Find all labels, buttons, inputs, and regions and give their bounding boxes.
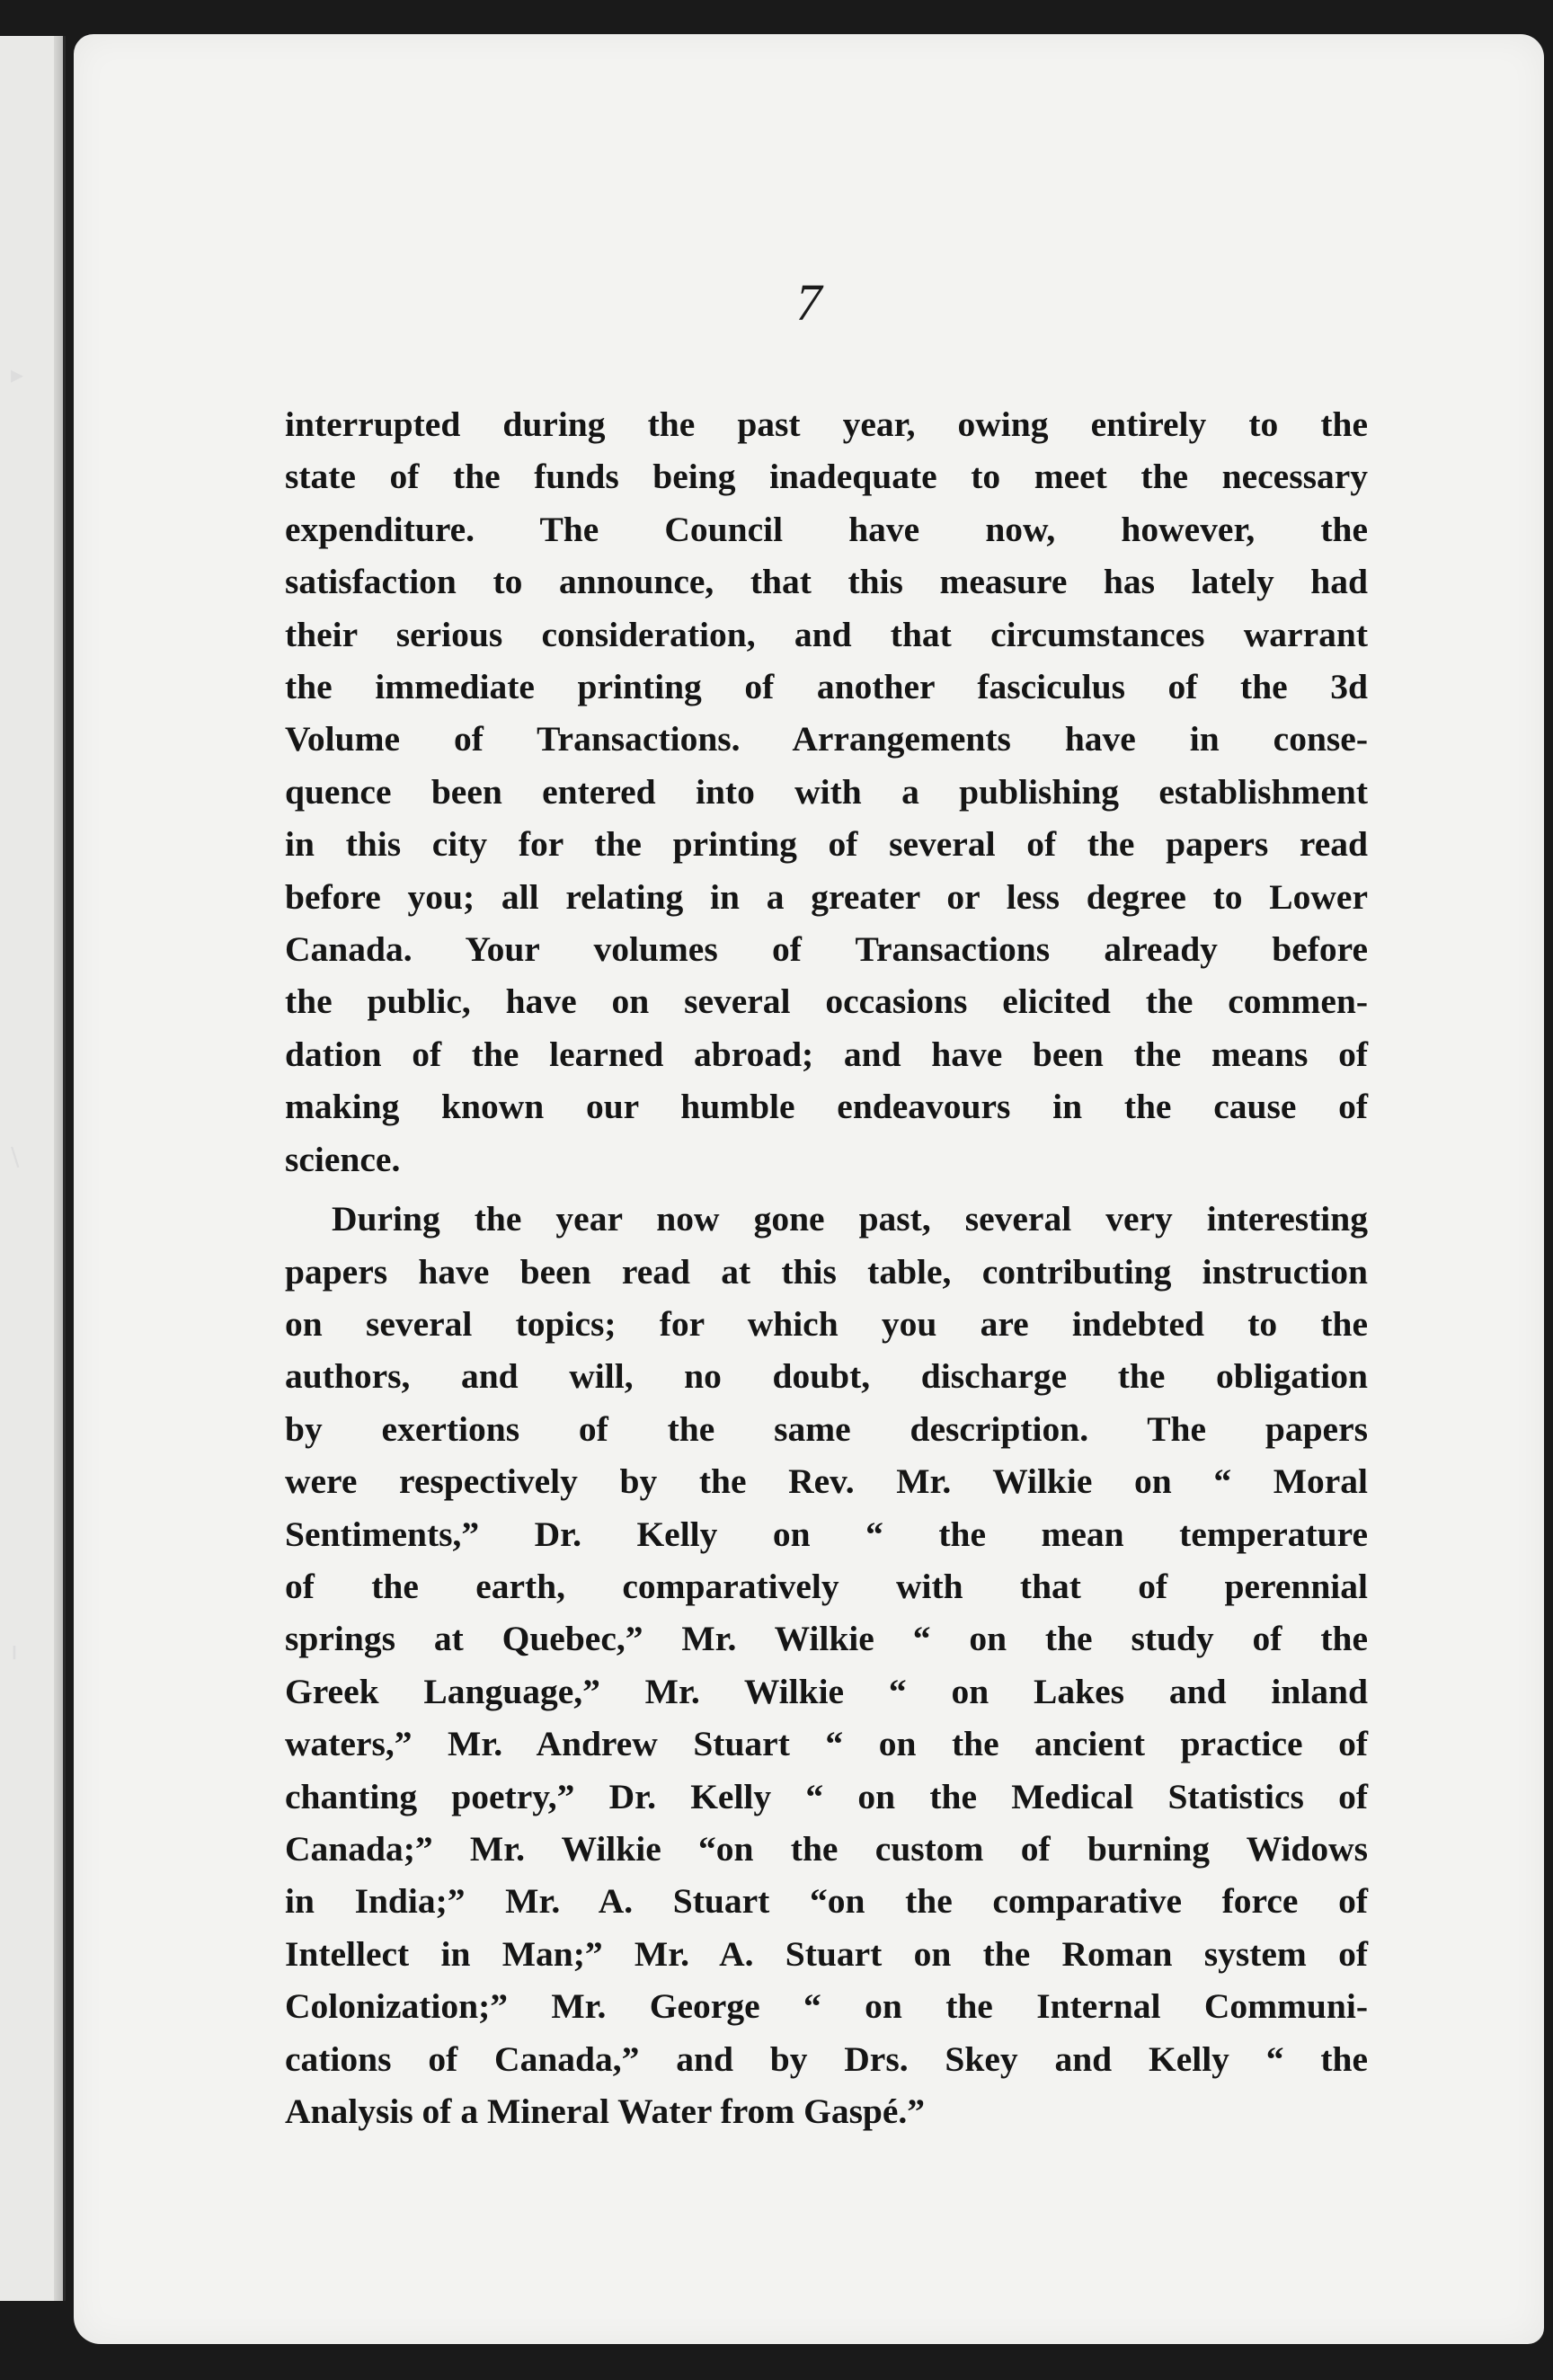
text-line: chanting poetry,” Dr. Kelly “ on the Medical Statistics of [285,1776,1368,1816]
margin-speck: ▸ [11,360,24,389]
text-line: the immediate printing of another fasciculus of the 3d [285,667,1368,707]
text-line: authors, and will, no doubt, discharge the obligation [285,1356,1368,1397]
text-line: making known our humble endeavours in the cause of [285,1087,1368,1127]
text-line: Volume of Transactions. Arrangements have in conse- [285,719,1368,759]
paragraph-2 [285,1193,1368,2137]
margin-speck: \ [11,1141,20,1171]
margin-speck: ı [11,1636,18,1665]
body-text [285,398,1368,2137]
page-number: 7 [795,273,822,332]
text-line: before you; all relating in a greater or less degree to Lower [285,876,1368,917]
text-line: Canada;” Mr. Wilkie “on the custom of burning Widows [285,1828,1368,1869]
text-line: science. [285,1139,401,1179]
text-line: Intellect in Man;” Mr. A. Stuart on the Roman system of [285,1933,1368,1974]
paragraph-1 [285,398,1368,1186]
text-line: During the year now gone past, several very interesting [332,1199,1368,1239]
text-line: on several topics; for which you are indebted to the [285,1303,1368,1344]
text-line: Analysis of a Mineral Water from Gaspé.” [285,2091,926,2131]
text-line: in this city for the printing of several of the papers read [285,824,1368,865]
facing-page-edge [0,36,66,2301]
text-line: satisfaction to announce, that this measure has lately had [285,562,1368,602]
text-line: papers have been read at this table, contributing instruction [285,1251,1368,1292]
text-line: Canada. Your volumes of Transactions already before [285,929,1368,970]
text-line: waters,” Mr. Andrew Stuart “ on the ancient practice of [285,1724,1368,1764]
text-line: cations of Canada,” and by Drs. Skey and Kelly “ the [285,2038,1368,2079]
text-line: dation of the learned abroad; and have been the means of [285,1034,1368,1074]
text-line: in India;” Mr. A. Stuart “on the comparative force of [285,1881,1368,1922]
text-line: springs at Quebec,” Mr. Wilkie “ on the study of the [285,1619,1368,1659]
text-line: were respectively by the Rev. Mr. Wilkie on “ Moral [285,1461,1368,1502]
text-line: interrupted during the past year, owing entirely to the [285,404,1368,444]
text-line: expenditure. The Council have now, however, the [285,509,1368,549]
text-line: the public, have on several occasions elicited the commen- [285,981,1368,1022]
text-line: Greek Language,” Mr. Wilkie “ on Lakes and inland [285,1671,1368,1711]
text-line: by exertions of the same description. The papers [285,1408,1368,1449]
text-line: state of the funds being inadequate to meet the necessary [285,457,1368,497]
text-line: their serious consideration, and that circumstances warrant [285,614,1368,654]
text-line: Sentiments,” Dr. Kelly on “ the mean temperature [285,1514,1368,1554]
book-page [74,34,1544,2344]
facing-page-gutter [54,36,63,2301]
text-line: of the earth, comparatively with that of perennial [285,1566,1368,1606]
text-line: Colonization;” Mr. George “ on the Internal Communi- [285,1986,1368,2027]
text-line: quence been entered into with a publishing establishment [285,771,1368,812]
